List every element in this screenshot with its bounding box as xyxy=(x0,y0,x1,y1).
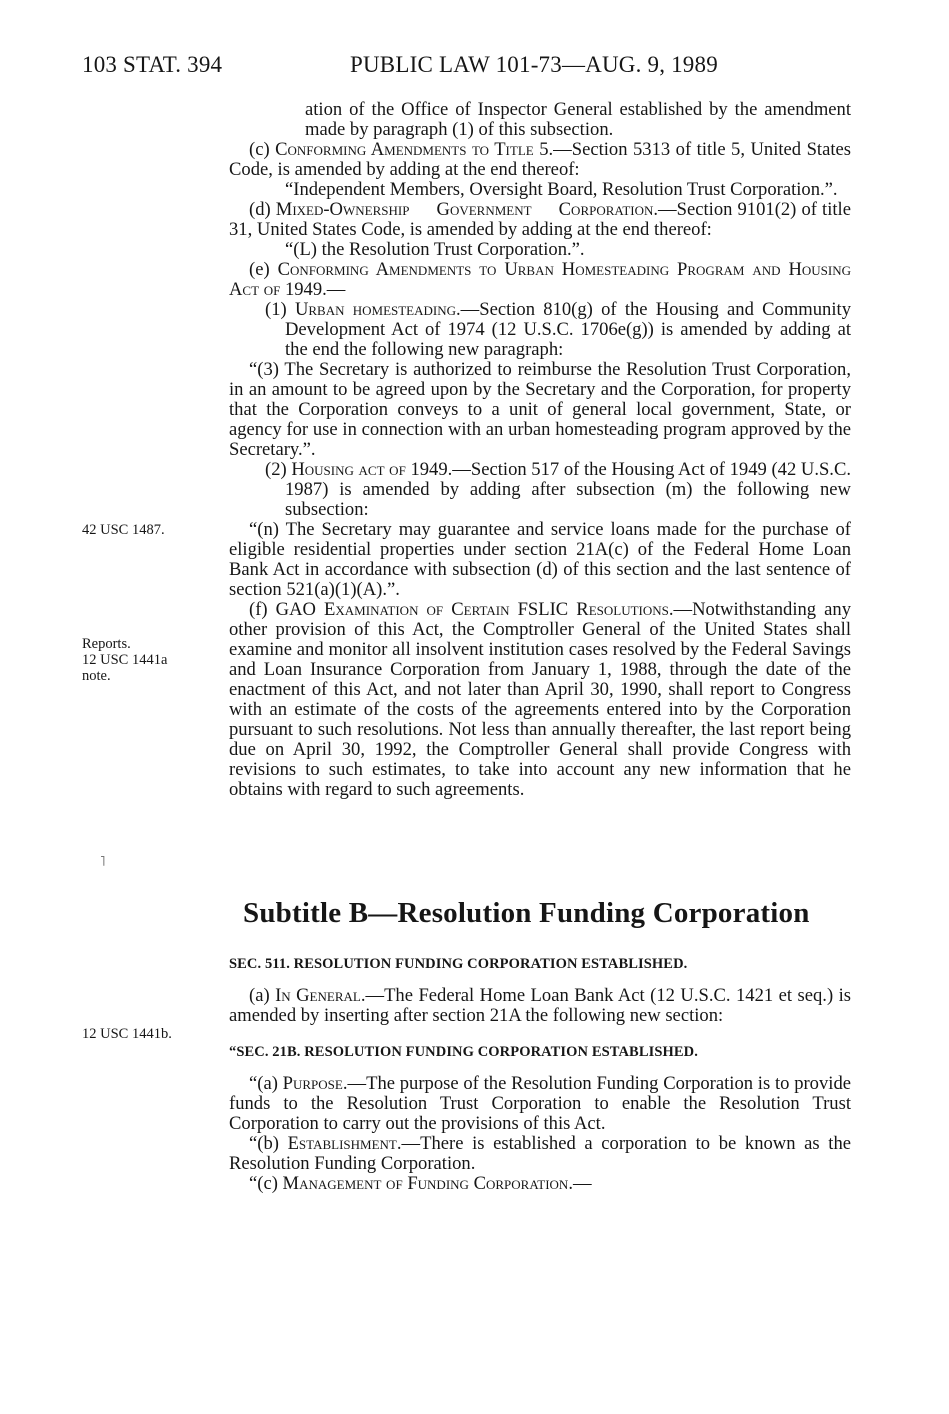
paragraph-e2 xyxy=(229,460,851,520)
paragraph-e1 xyxy=(229,300,851,360)
subsection-heading: Establishment. xyxy=(287,1133,402,1154)
subsection-label: “(a) xyxy=(249,1073,283,1094)
subsection-body: —There is established a corporation to be known as the Resolution Funding Corporation. xyxy=(229,1133,851,1174)
subsection-label: (d) xyxy=(249,199,276,220)
new-subsection-b xyxy=(229,1134,851,1174)
subsection-f xyxy=(229,600,851,800)
section-heading: SEC. 511. RESOLUTION FUNDING CORPORATION ESTABLISHED. xyxy=(229,956,688,972)
subtitle-heading: Subtitle B—Resolution Funding Corporation xyxy=(243,897,810,929)
subsection-heading: Mixed-Ownership Government Corporation. xyxy=(275,199,659,220)
section-511 xyxy=(229,954,851,1194)
subsection-label: (a) xyxy=(249,985,276,1006)
subsection-body: —Section 9101(2) of title 31, United States Code, is amended by adding at the end thereof: xyxy=(229,199,851,240)
margin-note-reports xyxy=(82,636,167,684)
subsection-body: — xyxy=(572,1173,592,1194)
subsection-body: —The purpose of the Resolution Funding Corporation is to provide funds to the Resolution Trust Corporation to enable the Resolution Trust Corporation to carry out the provisions of this Act. xyxy=(229,1073,851,1134)
subsection-heading: Management of Funding Corporation. xyxy=(282,1173,573,1194)
new-subsection-c xyxy=(229,1174,851,1194)
subsection-body: —Notwithstanding any other provision of this Act, the Comptroller General of the United States shall examine and monitor all insolvent institution cases resolved by the Federal Savings and Loan Insurance Corporation from January 1, 1988, through the date of the enactment of this Act, and not later than April 30, 1990, shall report to Congress with an estimate of the costs of the agreements entered into by the Corporation pursuant to such resolutions. Not less than annually thereafter, the last report being due on April 30, 1992, the Comptroller General shall provide Congress with revisions to such estimates, to take into account any new information that he obtains with regard to such agreements. xyxy=(229,599,852,800)
subsection-body: —The Federal Home Loan Bank Act (12 U.S.C. 1421 et seq.) is amended by inserting after section 21A the following new section: xyxy=(229,985,851,1026)
upper-body xyxy=(229,100,851,800)
subsection-label: (c) xyxy=(249,139,276,160)
subsection-e xyxy=(229,260,851,300)
quoted-amendment: “(n) The Secretary may guarantee and service loans made for the purchase of eligible residential properties under section 21A(c) of the Federal Home Loan Bank Act in accordance with subsection (d) of this section and the last sentence of section 521(a)(1)(A).”. xyxy=(229,519,851,600)
subsection-d xyxy=(229,200,851,240)
paragraph-heading: Urban homesteading. xyxy=(294,299,461,320)
subsection-body: —Section 5313 of title 5, United States Code, is amended by adding at the end thereof: xyxy=(229,139,851,180)
subsection-heading: In General. xyxy=(275,985,366,1006)
margin-note-line: 12 USC 1441a xyxy=(82,652,168,668)
margin-note-line: note. xyxy=(82,668,111,684)
paragraph-label: (2) xyxy=(265,459,292,480)
margin-note-12-usc-1441b: 12 USC 1441b. xyxy=(82,1026,172,1042)
quoted-amendment: “Independent Members, Oversight Board, Resolution Trust Corporation.”. xyxy=(285,179,838,200)
subsection-a xyxy=(229,986,851,1026)
subsection-heading: Examination of Certain FSLIC Resolutions. xyxy=(324,599,674,620)
paragraph-body: —Section 810(g) of the Housing and Community Development Act of 1974 (12 U.S.C. 1706e(g)) is amended by adding at the end the following new paragraph: xyxy=(285,299,851,360)
new-subsection-a xyxy=(229,1074,851,1134)
running-title: PUBLIC LAW 101-73—AUG. 9, 1989 xyxy=(350,52,718,77)
subsection-body: — xyxy=(326,279,346,300)
page-number: 103 STAT. 394 xyxy=(82,52,223,77)
new-section-heading: “SEC. 21B. RESOLUTION FUNDING CORPORATION ESTABLISHED. xyxy=(229,1044,698,1060)
quoted-amendment: “(3) The Secretary is authorized to reimburse the Resolution Trust Corporation, in an amount to be agreed upon by the Secretary and the Corporation, for property that the Corporation conveys to a unit of general local government, State, or agency for use in connection with an urban homesteading program approved by the Secretary.”. xyxy=(229,359,851,460)
subsection-heading: Conforming Amendments to Title 5. xyxy=(275,139,554,160)
paragraph-heading: Housing act of 1949. xyxy=(291,459,453,480)
subsection-label: “(c) xyxy=(249,1173,283,1194)
subsection-label: (e) xyxy=(249,259,278,280)
margin-note-line: Reports. xyxy=(82,636,131,652)
subsection-c xyxy=(229,140,851,180)
paragraph-label: (1) xyxy=(265,299,295,320)
paragraph-body: —Section 517 of the Housing Act of 1949 (42 U.S.C. 1987) is amended by adding after subsection (m) the following new subsection: xyxy=(285,459,852,520)
quoted-amendment: “(L) the Resolution Trust Corporation.”. xyxy=(285,239,585,260)
subsection-heading: Conforming Amendments to Urban Homesteading Program and Housing Act of 1949. xyxy=(229,259,852,300)
subsection-label: (f) GAO xyxy=(249,599,325,620)
paragraph-continuation: ation of the Office of Inspector General established by the amendment made by paragraph (1) of this subsection. xyxy=(305,99,851,140)
subsection-label: “(b) xyxy=(249,1133,288,1154)
margin-note-42-usc-1487: 42 USC 1487. xyxy=(82,522,165,538)
subsection-heading: Purpose. xyxy=(282,1073,348,1094)
stray-mark: ˥ xyxy=(100,855,106,870)
